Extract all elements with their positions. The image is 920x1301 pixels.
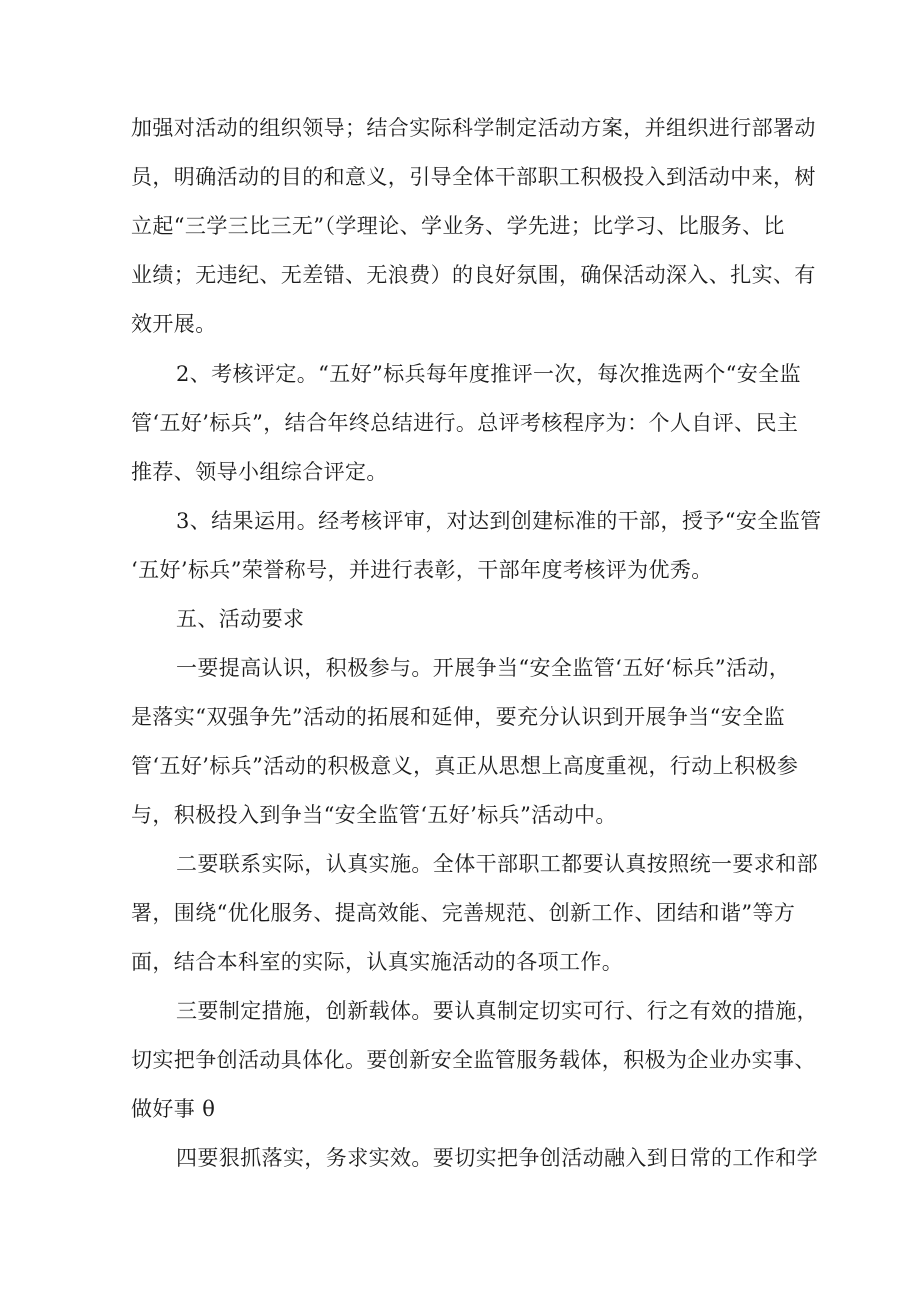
text-line: 署，围绕“优化服务、提高效能、完善规范、创新工作、团结和谐”等方	[131, 901, 796, 925]
text-line: 立起“三学三比三无”（学理论、学业务、学先进；比学习、比服务、比	[131, 214, 785, 238]
text-line: 员，明确活动的目的和意义，引导全体干部职工积极投入到活动中来，树	[131, 165, 816, 189]
text-line: 管‘五好’标兵”活动的积极意义，真正从思想上高度重视，行动上积极参	[131, 754, 799, 778]
text-line: 四要狠抓落实，务求实效。要切实把争创活动融入到日常的工作和学	[176, 1146, 818, 1170]
text-line: 是落实“双强争先”活动的拓展和延伸，要充分认识到开展争当“安全监	[131, 705, 786, 729]
text-line: 2、考核评定。“五好”标兵每年度推评一次，每次推选两个“安全监	[176, 362, 801, 386]
text-line: 推荐、领导小组综合评定。	[131, 460, 388, 484]
text-line: ‘五好’标兵”荣誉称号，并进行表彰，干部年度考核评为优秀。	[131, 558, 713, 582]
section-heading: 五、活动要求	[176, 607, 305, 631]
text-line: 一要提高认识，积极参与。开展争当“安全监管‘五好‘标兵”活动，	[176, 656, 791, 680]
text-line: 切实把争创活动具体化。要创新安全监管服务载体，积极为企业办实事、	[131, 1048, 816, 1072]
text-line: 二要联系实际，认真实施。全体干部职工都要认真按照统一要求和部	[176, 852, 818, 876]
text-line: 3、结果运用。经考核评审，对达到创建标准的干部，授予“安全监管	[176, 509, 822, 533]
text-line: 管‘五好’标兵”，结合年终总结进行。总评考核程序为：个人自评、民主	[131, 411, 799, 435]
text-line: 三要制定措施，创新载体。要认真制定切实可行、行之有效的措施，	[176, 999, 818, 1023]
text-line: 业绩；无违纪、无差错、无浪费）的良好氛围，确保活动深入、扎实、有	[131, 263, 816, 287]
text-line: 面，结合本科室的实际，认真实施活动的各项工作。	[131, 950, 624, 974]
text-line: 做好事 θ	[131, 1097, 216, 1121]
text-line: 与，积极投入到争当“安全监管‘五好’标兵”活动中。	[131, 803, 617, 827]
text-line: 加强对活动的组织领导；结合实际科学制定活动方案，并组织进行部署动	[131, 116, 816, 140]
text-line: 效开展。	[131, 312, 217, 336]
